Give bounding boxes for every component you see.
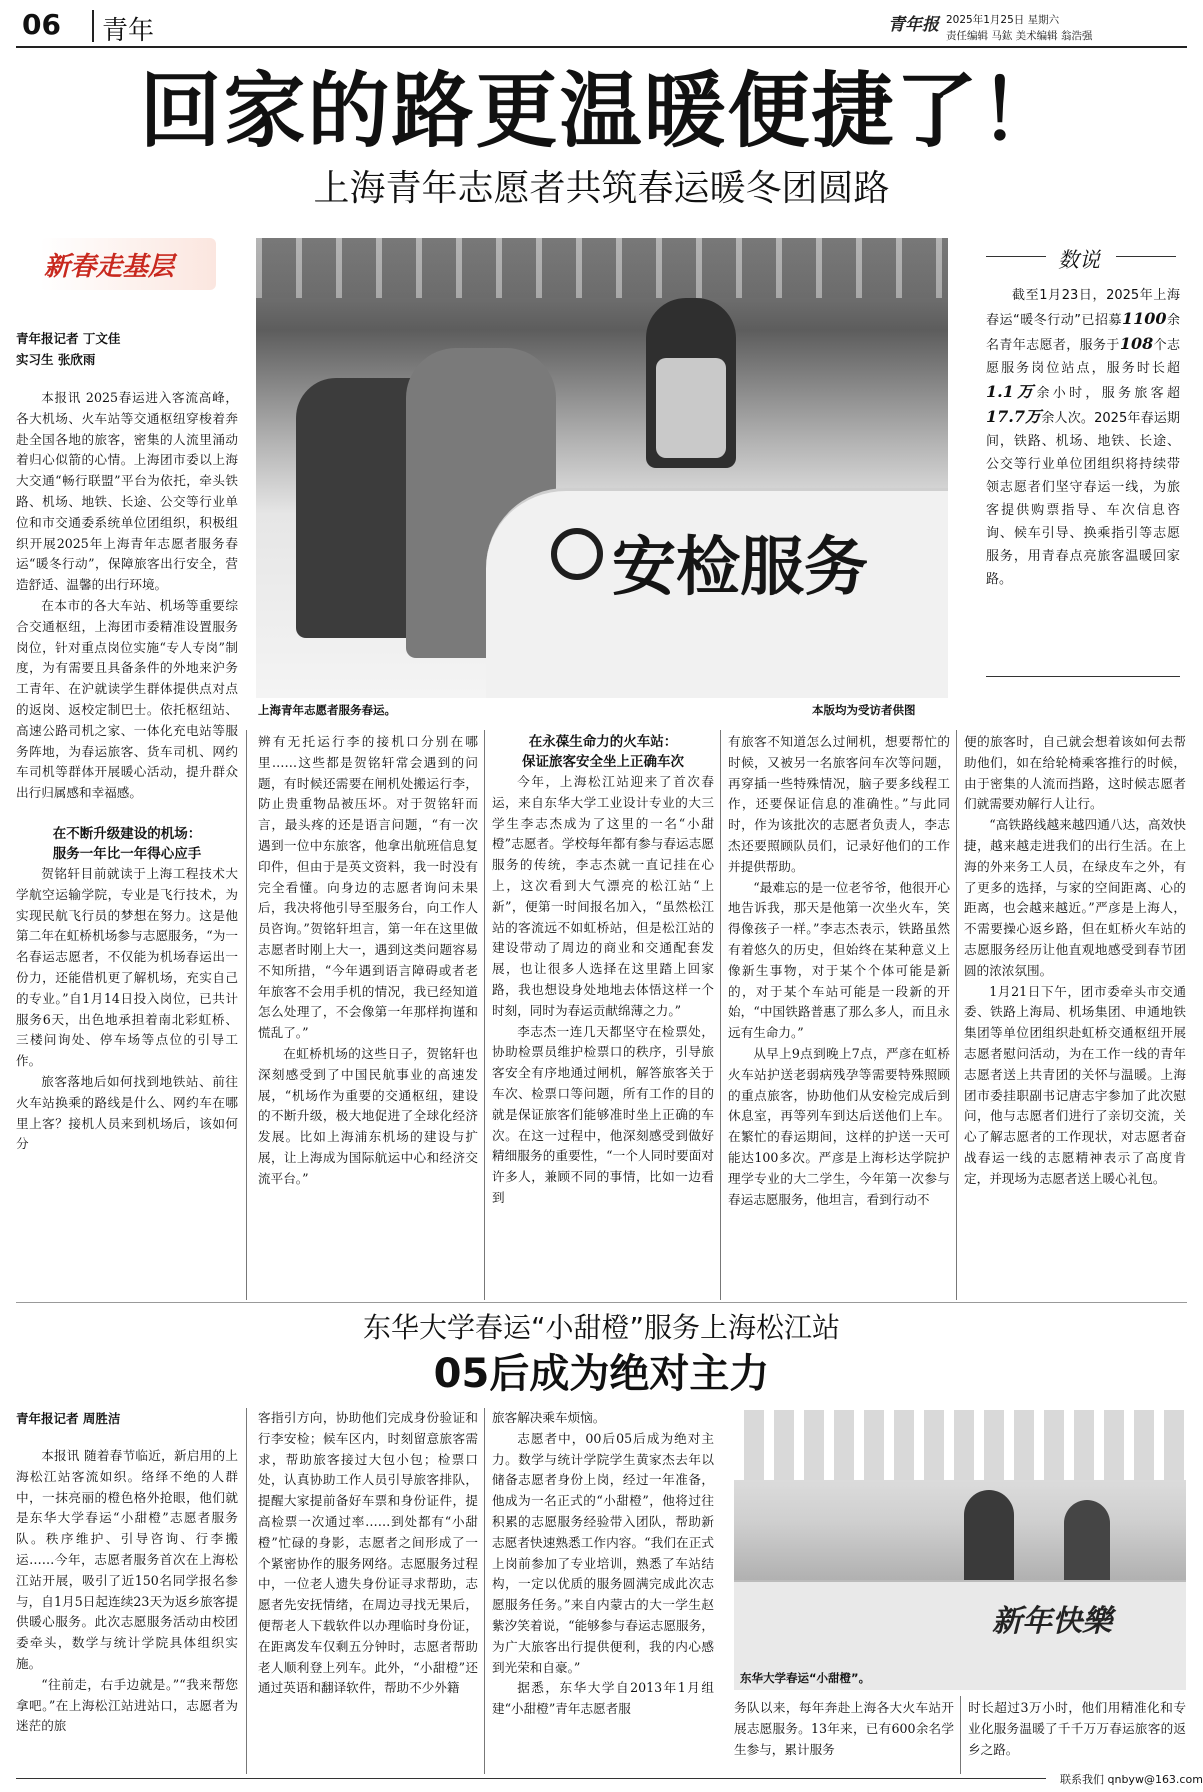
date-line: 2025年1月25日 星期六 xyxy=(946,14,1060,26)
volunteer-count: 1100 xyxy=(1121,309,1167,328)
story1-byline-2: 实习生 张欣雨 xyxy=(16,352,96,367)
paragraph: 据悉，东华大学自2013年1月组建“小甜橙”青年志愿者服 xyxy=(492,1680,714,1717)
column-rule xyxy=(484,730,485,1300)
story1-col1 xyxy=(16,388,238,1155)
story2-col5 xyxy=(968,1698,1186,1760)
paragraph: “最难忘的是一位老爷爷，他很开心地告诉我，那天是他第一次坐火车，笑得像孩子一样。”李志杰表示，铁路虽然有着悠久的历史，但始终在某种意义上像新生事物，对于某个个体可能是新的，对于某个车站可能是一段新的开始，“中国铁路普惠了那么多人，而且永远有生命力。” xyxy=(728,879,950,1041)
story1-col2 xyxy=(258,732,478,1190)
column-rule xyxy=(720,730,721,1300)
passenger-count: 17.7万 xyxy=(986,407,1042,426)
data-box-rule-left xyxy=(986,256,1046,257)
data-box-title: 数说 xyxy=(1058,248,1100,272)
photo-volunteer-security xyxy=(256,238,948,698)
paragraph: 在虹桥机场的这些日子，贺铭轩也深刻感受到了中国民航事业的高速发展，“机场作为重要的交通枢纽，建设的不断升级，极大地促进了全球化经济发展。比如上海浦东机场的建设与扩展，让上海成为国际航运中心和经济交流平台。” xyxy=(258,1045,478,1186)
paragraph: 李志杰一连几天都坚守在检票处，协助检票员维护检票口的秩序，引导旅客安全有序地通过闸机，解答旅客关于车次、检票口等问题，所有工作的目的就是保证旅客们能够准时坐上正确的车次。在这一过程中，他深刻感受到做好精细服务的重要性，“一个人同时要面对许多人，兼顾不同的事情，比如一边看到 xyxy=(492,1023,714,1205)
story1-col5 xyxy=(964,732,1186,1190)
story2-col1 xyxy=(16,1446,238,1737)
photo1-credit: 本版均为受访者供图 xyxy=(812,703,916,717)
story1-subhead-1a: 在不断升级建设的机场： xyxy=(52,825,202,842)
section-name: 青年 xyxy=(102,16,155,46)
paragraph: 本报讯 2025春运进入客流高峰，各大机场、火车站等交通枢纽穿梭着奔赴全国各地的旅客，密集的人流里涌动着归心似箭的心情。上海团市委以上海大交通“畅行联盟”平台为依托，牵头铁路、机场、地铁、长途、公交等行业单位和市交通委系统单位团组织，积极组织开展2025年上海青年志愿者服务春运“暖冬行动”，保障旅客出行安全，营造舒适、温馨的出行环境。 xyxy=(16,390,238,593)
paragraph: 在本市的各大车站、机场等重要综合交通枢纽，上海团市委精准设置服务岗位，针对重点岗位实施“专人专岗”制度，为有需要且具备条件的外地来沪务工青年、在沪就读学生群体提供点对点的返岗、返校定制巴士。依托枢纽站、高速公路司机之家、一体化充电站等服务阵地，为春运旅客、货车司机、网约车司机等群体开展暖心活动，提升群众出行归属感和幸福感。 xyxy=(16,597,238,801)
paragraph: 客指引方向，协助他们完成身份验证和行李安检；候车区内，时刻留意旅客需求，帮助旅客接过大包小包；检票口处，认真协助工作人员引导旅客排队，提醒大家提前备好车票和身份证件，提高检票一次通过率……到处都有“小甜橙”忙碌的身影，志愿者之间形成了一个紧密协作的服务网络。志愿服务过程中，一位老人遗失身份证寻求帮助，志愿者先安抚情绪，在周边寻找无果后，便帮老人下载软件以办理临时身份证，在距离发车仅剩五分钟时，志愿者帮助老人顺利登上列车。此外，“小甜橙”还通过英语和翻译软件，帮助不少外籍 xyxy=(258,1410,478,1696)
newspaper-logo: 青年报 xyxy=(888,15,939,35)
hours-count: 1.1万 xyxy=(986,382,1037,401)
story2-byline: 青年报记者 周胜洁 xyxy=(16,1411,121,1426)
paragraph: 旅客解决乘车烦恼。 xyxy=(492,1410,606,1425)
story2-col2 xyxy=(258,1408,478,1699)
paragraph: “往前走，右手边就是。”“我来帮您拿吧。”在上海松江站进站口，志愿者为迷茫的旅 xyxy=(16,1676,238,1734)
column-rule xyxy=(484,1408,485,1774)
story2-col3 xyxy=(492,1408,714,1720)
new-spring-badge xyxy=(40,238,216,290)
page-number: 06 xyxy=(22,8,61,41)
story2-col4 xyxy=(734,1698,954,1760)
photo2-caption: 东华大学春运“小甜橙”。 xyxy=(740,1671,871,1685)
ceiling-lights xyxy=(256,238,948,298)
story2-headline: 05后成为绝对主力 xyxy=(433,1351,770,1397)
paragraph: 便的旅客时，自己就会想着该如何去帮助他们，如在给轮椅乘客推行的时候，由于密集的人流而挡路，这时候志愿者们就需要劝解行人让行。 xyxy=(964,734,1186,812)
data-box-bottom-rule xyxy=(986,676,1180,677)
editors-line: 责任编辑 马鈜 美术编辑 翁浩强 xyxy=(946,30,1093,42)
column-rule xyxy=(246,1408,247,1774)
story1-col4 xyxy=(728,732,950,1210)
story1-subhead-2b: 保证旅客安全坐上正确车次 xyxy=(522,754,684,770)
story-separator xyxy=(16,1302,1187,1303)
story1-subhead-1b: 服务一年比一年得心应手 xyxy=(52,845,202,862)
data-box-rule-right xyxy=(1116,256,1176,257)
photo-little-orange-volunteers xyxy=(734,1410,1186,1690)
story1-col3 xyxy=(492,732,714,1209)
column-rule xyxy=(956,730,957,1300)
paragraph: “高铁路线越来越四通八达，高效快捷，越来越走进我们的出行生活。在上海的外来务工人员，在绿皮车之外，有了更多的选择，与家的空间距离、心的距离，也会越来越近。”严彦是上海人，不需要操心返乡路，但在虹桥火车站的志愿服务经历让他直观地感受到春节团圆的浓浓氛围。 xyxy=(964,817,1186,978)
paragraph: 1月21日下午，团市委牵头市交通委、铁路上海局、机场集团、申通地铁集团等单位团组织赴虹桥交通枢纽开展志愿者慰问活动，为在工作一线的青年志愿者送上共青团的关怀与温暖。上海团市委挂职副书记唐志宇参加了此次慰问，他与志愿者们进行了亲切交流，关心了解志愿者的工作现状，对志愿者奋战春运一线的志愿精神表示了高度肯定，并现场为志愿者送上暖心礼包。 xyxy=(964,983,1186,1186)
header-rule xyxy=(16,46,1187,48)
security-service-sign: 安检服务 xyxy=(612,531,868,605)
paragraph: 本报讯 随着春节临近，新启用的上海松江站客流如织。络绎不绝的人群中，一抹亮丽的橙色格外抢眼，他们就是东华大学春运“小甜橙”志愿者服务队。秩序维护、引导咨询、行李搬运……今年，志愿者服务首次在上海松江站开展，吸引了近150名同学报名参与，自1月5日起连续23天为返乡旅客提供暖心服务。此次志愿服务活动由校团委牵头，数学与统计学院具体组织实施。 xyxy=(16,1448,238,1671)
paragraph: 从早上9点到晚上7点，严彦在虹桥火车站护送老弱病残孕等需要特殊照顾的重点旅客，协助他们从安检完成后到休息室，再等列车到达后送他们上车。在繁忙的春运期间，这样的护送一天可能达100多次。严彦是上海杉达学院护理学专业的大二学生，今年第一次参与春运志愿服务，他坦言，看到行动不 xyxy=(728,1045,950,1207)
volunteer-vest xyxy=(656,358,726,458)
paragraph: 有旅客不知道怎么过闸机，想要帮忙的时候，又被另一名旅客问车次等问题，再穿插一些特殊情况，脑子要多线程工作，还要保证信息的准确性。”与此同时，作为该批次的志愿者负责人，李志杰还要照顾队员们，记录好他们的工作并提供帮助。 xyxy=(728,734,950,874)
photo1-caption: 上海青年志愿者服务春运。 xyxy=(258,703,396,717)
story2-kicker: 东华大学春运“小甜橙”服务上海松江站 xyxy=(362,1311,840,1344)
paragraph: 时长超过3万小时，他们用精准化和专业化服务温暖了千千万万春运旅客的返乡之路。 xyxy=(968,1700,1186,1757)
paragraph: 贺铭轩目前就读于上海工程技术大学航空运输学院，专业是飞行技术，为实现民航飞行员的梦想在努力。这是他第二年在虹桥机场参与志愿服务，“为一名春运志愿者，不仅能为机场春运出一份力，还能借机更了解机场，充实自己的专业。”自1月14日投入岗位，已共计服务6天，出色地承担着南北彩虹桥、三楼问询处、停车场等点位的引导工作。 xyxy=(16,865,238,1069)
footer-rule xyxy=(16,1778,1046,1779)
station-roof xyxy=(734,1410,1186,1480)
data-box-text: 截至1月23日，2025年上海春运“暖冬行动”已招募1100余名青年志愿者，服务于108个志愿服务岗位站点，服务时长超1.1万余小时，服务旅客超17.7万余人次。2025年春运期间，铁路、机场、地铁、长途、公交等行业单位团组织将持续带领志愿者们坚守春运一线，为旅客提供购票指导、车次信息咨询、候车引导、换乘指引等志愿服务，用青春点亮旅客温暖回家路。 xyxy=(986,288,1180,587)
paragraph: 今年，上海松江站迎来了首次春运，来自东华大学工业设计专业的大三学生李志杰成为了这里的一名“小甜橙”志愿者。学校每年都有参与春运志愿服务的传统，李志杰就一直记挂在心上，这次看到大气漂亮的松江站“上新”，便第一时间报名加入，“虽然松江站的客流远不如虹桥站，但是松江站的建设带动了周边的商业和交通配套发展，也让很多人选择在这里踏上回家路，我也想设身处地地去体悟这样一个时刻，同时为春运贡献绵薄之力。” xyxy=(492,774,714,1018)
column-rule xyxy=(960,1696,961,1774)
column-rule xyxy=(246,730,247,1300)
paragraph: 辨有无托运行李的接机口分别在哪里……这些都是贺铭轩常会遇到的问题，有时候还需要在闸机处搬运行李，防止贵重物品被压坏。对于贺铭轩而言，最头疼的还是语言问题，“有一次遇到一位中东旅客，他拿出航班信息复印件，但由于是英文资料，我一时没有完全看懂。向身边的志愿者询问未果后，我决将他引导至服务台，向工作人员咨询。”贺铭轩坦言，第一年在这里做志愿者时刚上大一，遇到这类问题容易不知所措，“今年遇到语言障碍或者老年旅客不会用手机的情况，我已经知道怎么处理了，不会像第一年那样拘谨和慌乱了。” xyxy=(258,734,478,1041)
rail-logo-icon xyxy=(551,528,603,580)
station-count: 108 xyxy=(1119,334,1154,353)
new-year-sign: 新年快樂 xyxy=(992,1604,1112,1639)
paragraph: 旅客落地后如何找到地铁站、前往火车站换乘的路线是什么、网约车在哪里上客？接机人员来到机场后，该如何分 xyxy=(16,1073,238,1152)
paragraph: 志愿者中，00后05后成为绝对主力。数学与统计学院学生黄家杰去年以储备志愿者身份上岗，经过一年准备，他成为一名正式的“小甜橙”，他将过往积累的志愿服务经验带入团队，帮助新志愿者快速熟悉工作内容。“我们在正式上岗前参加了专业培训，熟悉了车站结构，一定以优质的服务圆满完成此次志愿服务任务。”来自内蒙古的大一学生赵紫汐笑着说，“能够参与春运志愿服务，为广大旅客出行提供便利，我的内心感到光荣和自豪。” xyxy=(492,1430,714,1675)
badge-text: 新春走基层 xyxy=(44,252,175,282)
main-title: 回家的路更温暖便捷了！ xyxy=(139,64,1064,159)
story1-byline-1: 青年报记者 丁文佳 xyxy=(16,331,121,346)
footer-contact: 联系我们 qnbyw@163.com xyxy=(1060,1773,1203,1786)
paragraph: 务队以来，每年奔赴上海各大火车站开展志愿服务。13年来，已有600余名学生参与，累计服务 xyxy=(734,1700,954,1757)
header-divider xyxy=(92,10,94,42)
main-subtitle: 上海青年志愿者共筑春运暖冬团圆路 xyxy=(313,168,890,209)
story1-subhead-2a: 在永葆生命力的火车站： xyxy=(528,734,678,750)
